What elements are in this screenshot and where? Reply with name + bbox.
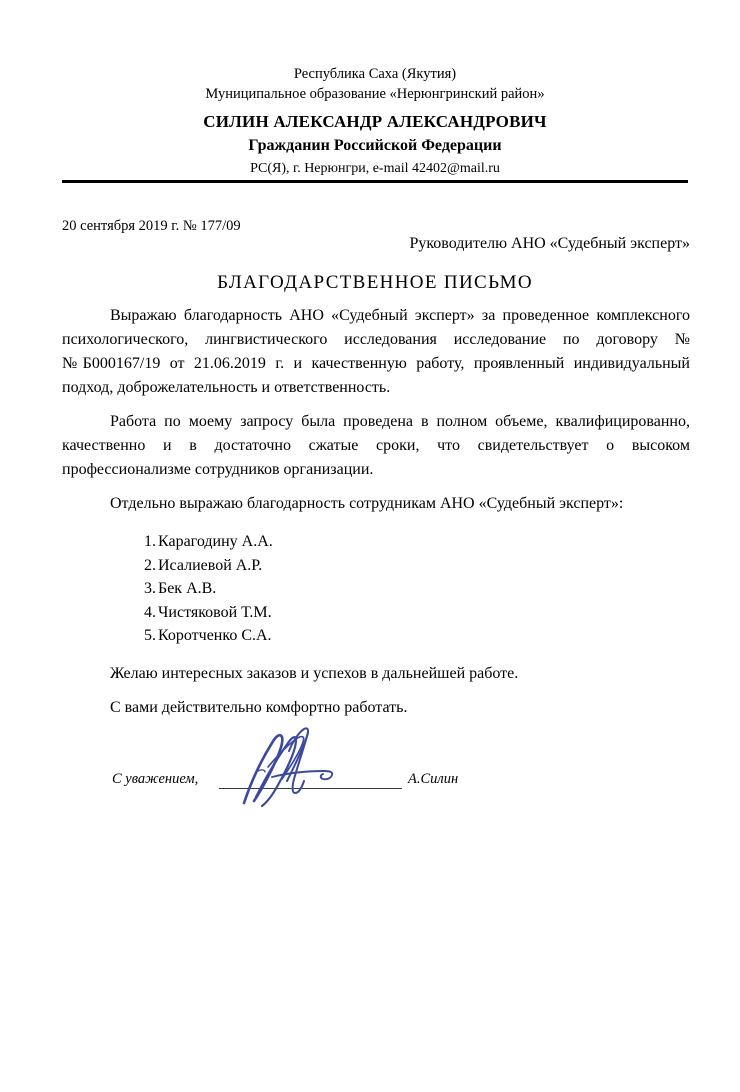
letterhead-divider <box>62 180 688 183</box>
list-item: Бек А.В. <box>158 580 217 597</box>
body-paragraph-2: Работа по моему запросу была проведена в полном объеме, квалифицированно, качественно и в достаточно сжатые сроки, что свидетельствует о высоком профессионализме сотрудников организации. <box>62 413 690 478</box>
closing-line-2: С вами действительно комфортно работать. <box>110 698 408 716</box>
signature-name: А.Силин <box>408 771 459 787</box>
list-item: Карагодину А.А. <box>158 533 273 550</box>
document-date-and-number: 20 сентября 2019 г. № 177/09 <box>62 218 241 234</box>
document-title: БЛАГОДАРСТВЕННОЕ ПИСЬМО <box>217 272 533 293</box>
signature-regards: С уважением, <box>112 771 199 787</box>
list-item: Исалиевой А.Р. <box>158 556 263 574</box>
letterhead-region: Республика Саха (Якутия) <box>293 66 457 82</box>
staff-name-list <box>62 530 690 648</box>
letterhead-person-name: СИЛИН АЛЕКСАНДР АЛЕКСАНДРОВИЧ <box>203 112 547 131</box>
signature-rule <box>219 788 402 789</box>
closing-line-1: Желаю интересных заказов и успехов в дальнейшей работе. <box>110 664 519 682</box>
letterhead-municipality: Муниципальное образование «Нерюнгринский район» <box>205 86 545 102</box>
list-item: Коротченко С.А. <box>158 627 272 644</box>
addressee-line: Руководителю АНО «Судебный эксперт» <box>409 235 690 252</box>
document-body <box>62 304 690 720</box>
signature-block <box>112 745 459 805</box>
letterhead-contact: РС(Я), г. Нерюнгри, e-mail 42402@mail.ru <box>250 161 500 176</box>
list-item: Чистяковой Т.М. <box>158 603 272 621</box>
handwritten-signature-icon <box>232 727 382 807</box>
letterhead <box>62 64 688 179</box>
letterhead-person-status: Гражданин Российской Федерации <box>248 137 502 154</box>
body-paragraph-1: Выражаю благодарность АНО «Судебный эксперт» за проведенное комплексного психологического, лингвистического исследования исследование по договору № №Б000167/19 от 21.06.2019 г. и качественную работу, проявленный индивидуальный подход, доброжелательность и ответственность. <box>62 307 690 396</box>
body-paragraph-3: Отдельно выражаю благодарность сотрудникам АНО «Судебный эксперт»: <box>110 495 624 512</box>
